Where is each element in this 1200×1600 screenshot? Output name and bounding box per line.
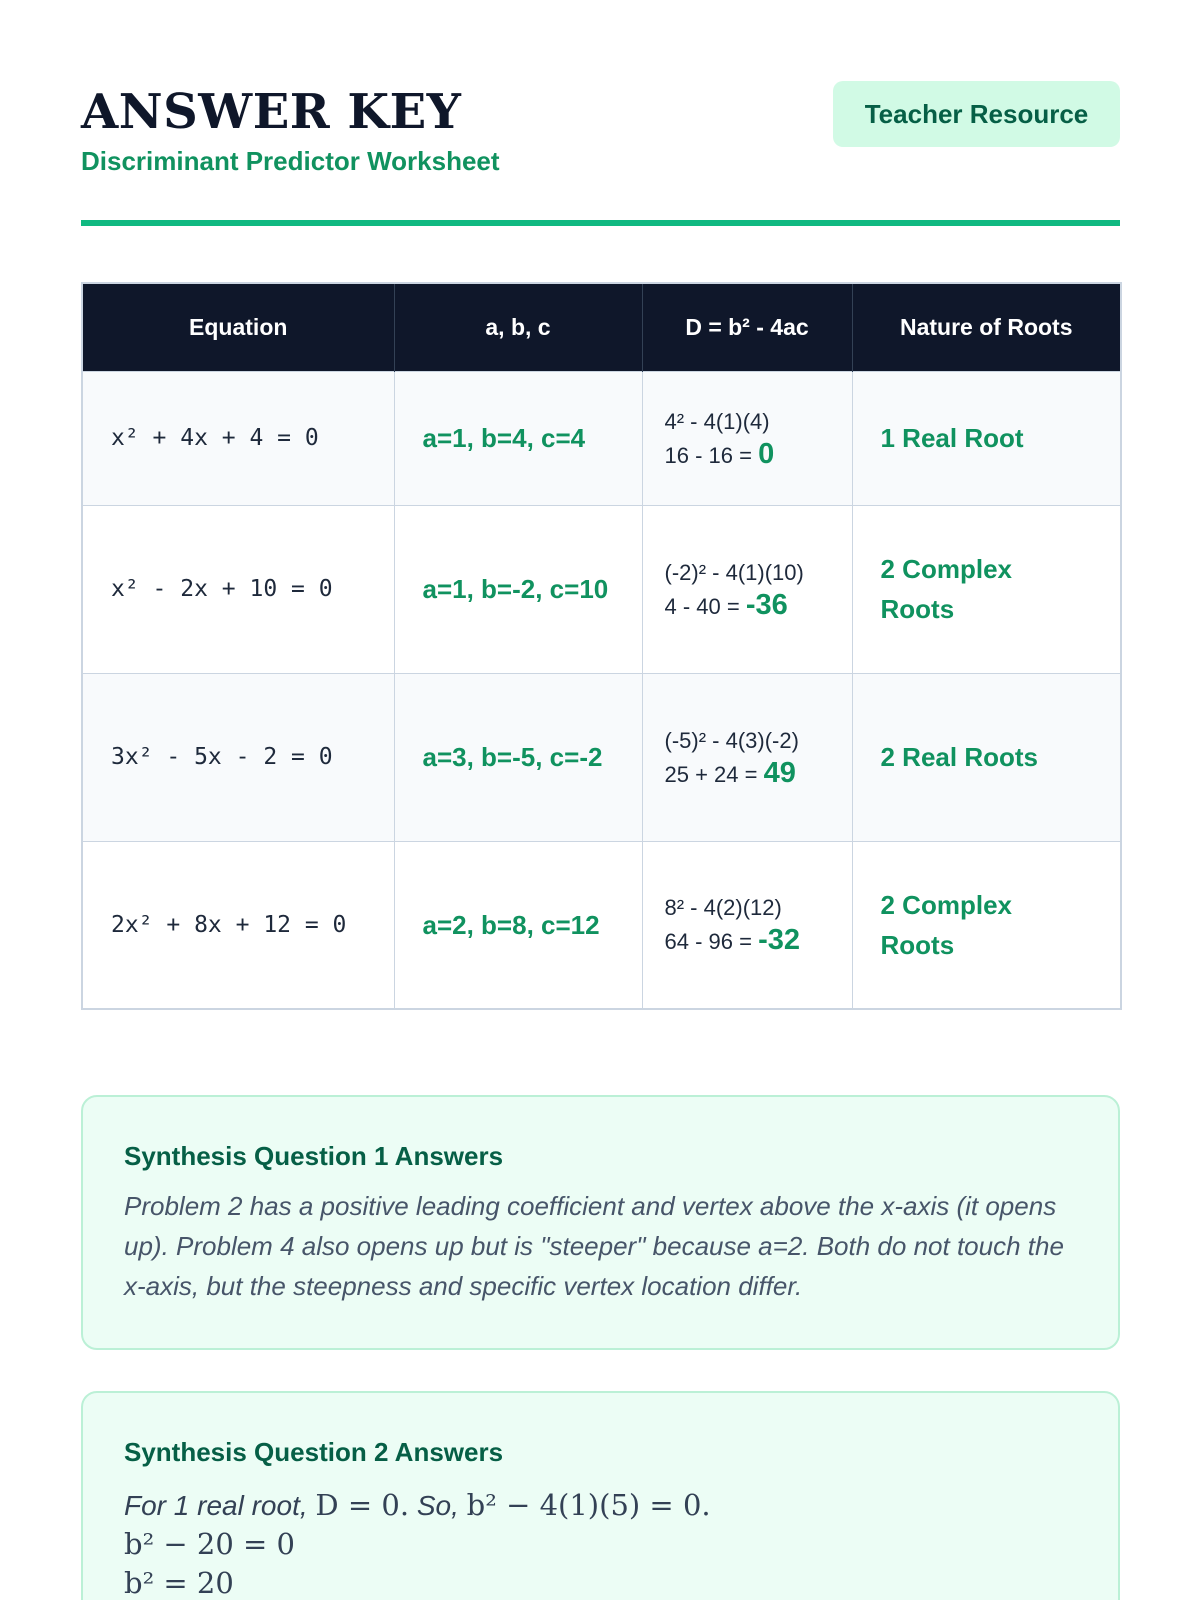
coefficients-cell: a=1, b=4, c=4 (394, 371, 642, 505)
answer-equation-d: D = 0. (315, 1488, 410, 1522)
discriminant-result: -36 (745, 588, 788, 621)
discriminant-result: 49 (763, 756, 796, 789)
answer-intro-mid: So, (416, 1490, 459, 1521)
discriminant-result: -32 (758, 924, 800, 957)
column-header-coefficients: a, b, c (394, 283, 642, 371)
synthesis-question-2-box (81, 1391, 1120, 1600)
nature-cell: 2 Complex Roots (852, 841, 1121, 1009)
discriminant-cell (642, 505, 852, 673)
answer-table (81, 282, 1122, 1010)
nature-cell: 2 Complex Roots (852, 505, 1121, 673)
synthesis-question-1-box (81, 1095, 1120, 1350)
discriminant-calc: 25 + 24 = (664, 761, 758, 787)
discriminant-calc: 4 - 40 = (664, 593, 740, 619)
column-header-nature: Nature of Roots (852, 283, 1121, 371)
equation-cell: 2x² + 8x + 12 = 0 (82, 841, 394, 1009)
discriminant-calc: 16 - 16 = (664, 442, 752, 468)
answer-key-page (81, 0, 1120, 1600)
table-header-row (82, 283, 1121, 371)
coefficients-cell: a=1, b=-2, c=10 (394, 505, 642, 673)
header-divider (81, 220, 1120, 226)
answer-line-3: b² = 20 (124, 1566, 234, 1600)
table-row (82, 841, 1121, 1009)
page-header (81, 0, 1120, 226)
page-subtitle: Discriminant Predictor Worksheet (81, 146, 500, 176)
nature-cell: 1 Real Root (852, 371, 1121, 505)
equation-cell: x² + 4x + 4 = 0 (82, 371, 394, 505)
discriminant-calc: 64 - 96 = (664, 929, 752, 955)
equation-cell: x² - 2x + 10 = 0 (82, 505, 394, 673)
answer-intro-text: For 1 real root, (124, 1490, 308, 1521)
table-row (82, 371, 1121, 505)
nature-cell: 2 Real Roots (852, 673, 1121, 841)
coefficients-cell: a=2, b=8, c=12 (394, 841, 642, 1009)
discriminant-work: 8² - 4(2)(12) (664, 895, 782, 921)
discriminant-cell (642, 371, 852, 505)
synthesis-question-2-heading: Synthesis Question 2 Answers (124, 1437, 504, 1467)
synthesis-question-1-heading: Synthesis Question 1 Answers (124, 1141, 504, 1171)
table-row (82, 505, 1121, 673)
discriminant-cell (642, 841, 852, 1009)
teacher-resource-badge: Teacher Resource (833, 81, 1120, 147)
synthesis-question-2-answer (124, 1486, 1077, 1600)
answer-line-2: b² − 20 = 0 (124, 1527, 296, 1561)
answer-equation-substitution: b² − 4(1)(5) = 0. (466, 1488, 711, 1522)
column-header-equation: Equation (82, 283, 394, 371)
column-header-discriminant: D = b² - 4ac (642, 283, 852, 371)
synthesis-question-1-answer: Problem 2 has a positive leading coefficient and vertex above the x-axis (it opens up). Problem 4 also opens up but is "steeper" because a=2. Both do not touch the x-axis, but the steepness and specific vertex location differ. (124, 1191, 1064, 1301)
discriminant-work: (-5)² - 4(3)(-2) (664, 727, 799, 753)
coefficients-cell: a=3, b=-5, c=-2 (394, 673, 642, 841)
table-row (82, 673, 1121, 841)
equation-cell: 3x² - 5x - 2 = 0 (82, 673, 394, 841)
discriminant-work: 4² - 4(1)(4) (664, 408, 770, 434)
answer-line-1 (124, 1486, 1077, 1525)
page-title: ANSWER KEY (81, 84, 462, 140)
discriminant-cell (642, 673, 852, 841)
discriminant-result: 0 (758, 437, 775, 470)
discriminant-work: (-2)² - 4(1)(10) (664, 559, 804, 585)
